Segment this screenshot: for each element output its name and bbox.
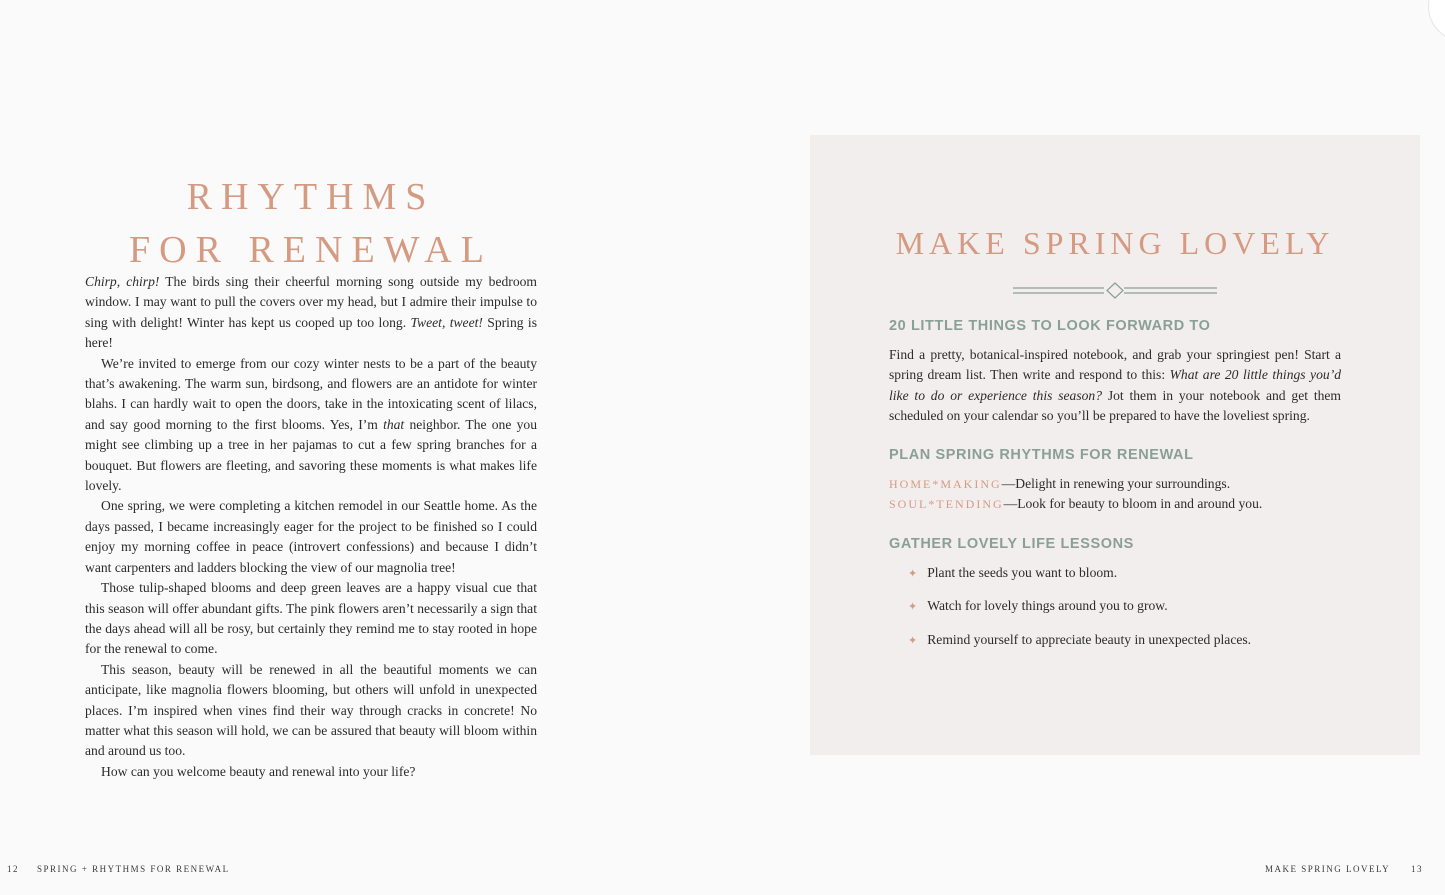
left-title-line-2: FOR RENEWAL <box>129 229 493 272</box>
lesson-text: Watch for lovely things around you to grow. <box>927 598 1168 613</box>
p1-text-b: The birds sing their cheerful morning song outside my bedroom window. I may want to pull the covers over my head, but I admire their impulse to sing with delight! Winter has kept us cooped up too long. <box>85 274 537 330</box>
s1-text-a: Find a pretty, botanical-inspired notebook, and grab your springiest pen! Start a spring dream list. Then write and respond to this: <box>889 347 1341 383</box>
lesson-item <box>908 598 1168 614</box>
rhythm-label-soultending: SOUL*TENDING <box>889 497 1004 511</box>
rhythm-text-soultending: —Look for beauty to bloom in and around you. <box>1003 496 1263 511</box>
rhythm-row-homemaking <box>889 474 1230 494</box>
panel-title: MAKE SPRING LOVELY <box>895 225 1335 261</box>
paragraph-6: How can you welcome beauty and renewal into your life? <box>101 763 416 779</box>
s1-text-c: Jot them in your notebook and get them scheduled on your calendar so you’ll be prepared to have the loveliest spring. <box>889 387 1341 424</box>
paragraph-2 <box>85 354 537 497</box>
p2-italic-b: that <box>383 416 405 432</box>
rhythm-row-soultending <box>889 494 1262 514</box>
rhythm-text-homemaking: —Delight in renewing your surroundings. <box>1001 476 1231 491</box>
paragraph-3: One spring, we were completing a kitchen remodel in our Seattle home. As the days passed, I became increasingly eager for the project to be finished so I could enjoy my morning coffee in peace (introvert confessions) and because I didn’t want carpenters and ladders blocking the view of our magnolia tree! <box>85 498 537 575</box>
paragraph-4: Those tulip-shaped blooms and deep green leaves are a happy visual cue that this season will offer abundant gifts. The pink flowers aren’t necessarily a sign that the days ahead will all be rosy, but certainly they remind me to stay rooted in hope for the renewal to come. <box>85 580 537 657</box>
page-corner-mark <box>1428 0 1445 42</box>
p1-italic-a: Chirp, chirp! <box>85 274 160 289</box>
lesson-text: Plant the seeds you want to bloom. <box>927 565 1118 580</box>
left-body-text <box>85 272 537 782</box>
section-heading-little-things: 20 LITTLE THINGS TO LOOK FORWARD TO <box>889 318 1211 334</box>
bullet-icon: ✦ <box>908 635 918 647</box>
left-page-number: 12 <box>7 864 19 874</box>
bullet-icon: ✦ <box>908 601 918 613</box>
s1-italic-b: What are 20 little things you’d like to do or experience this season? <box>889 367 1342 403</box>
right-running-footer: MAKE SPRING LOVELY <box>1265 864 1391 874</box>
lesson-item <box>908 565 1117 581</box>
p2-text-c: neighbor. The one you might see climbing up a tree in her pajamas to cut a few spring branches for a bouquet. But flowers are fleeting, and savoring these moments is what makes life lovely. <box>85 416 537 494</box>
p2-text-a: We’re invited to emerge from our cozy winter nests to be a part of the beauty that’s awakening. The warm sun, birdsong, and flowers are an antidote for winter blahs. I can hardly wait to open the doors, take in the intoxicating scent of lilacs, and say good morning to the first blooms. Yes, I’m <box>85 355 537 432</box>
section-heading-plan-rhythms: PLAN SPRING RHYTHMS FOR RENEWAL <box>889 447 1194 463</box>
lesson-text: Remind yourself to appreciate beauty in unexpected places. <box>927 632 1252 647</box>
left-running-footer: SPRING + RHYTHMS FOR RENEWAL <box>37 864 230 874</box>
left-title-line-1: RHYTHMS <box>186 176 436 219</box>
paragraph-5: This season, beauty will be renewed in all the beautiful moments we can anticipate, like magnolia flowers blooming, but others will unfold in unexpected places. I’m inspired when vines find their way through cracks in concrete! No matter what this season will hold, we can be assured that beauty will bloom within and around us too. <box>85 661 537 759</box>
left-page-title <box>85 171 537 277</box>
sidebar-panel <box>810 135 1420 755</box>
p1-text-d: Spring is here! <box>85 314 537 351</box>
lesson-item <box>908 632 1251 648</box>
rhythm-label-homemaking: HOME*MAKING <box>889 477 1002 491</box>
bullet-icon: ✦ <box>908 568 918 580</box>
ornament-divider-icon <box>1012 281 1218 301</box>
section-text-little-things <box>889 345 1341 427</box>
p1-italic-c: Tweet, tweet! <box>410 314 483 330</box>
paragraph-1 <box>85 272 537 354</box>
right-page-number: 13 <box>1411 864 1423 874</box>
section-heading-life-lessons: GATHER LOVELY LIFE LESSONS <box>889 536 1134 552</box>
